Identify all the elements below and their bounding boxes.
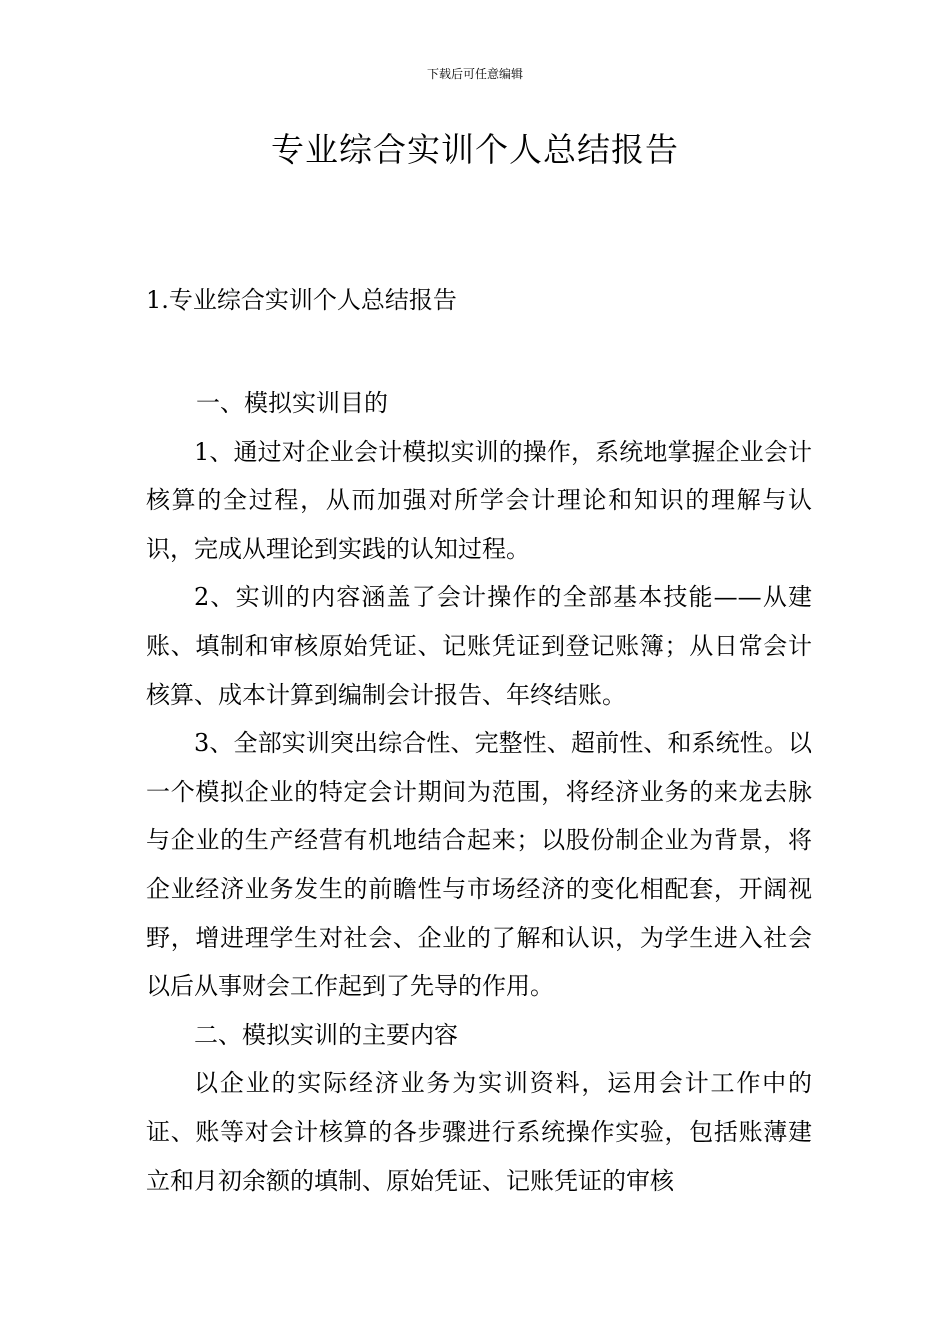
heading-objective: 一、模拟实训目的 <box>196 389 388 417</box>
paragraph-2: 2、实训的内容涵盖了会计操作的全部基本技能——从建账、填制和审核原始凭证、记账凭证到登记账簿；从日常会计核算、成本计算到编制会计报告、年终结账。 <box>146 583 812 709</box>
heading-content: 二、模拟实训的主要内容 <box>194 1020 458 1049</box>
document-body <box>146 379 812 1205</box>
paragraph-1: 1、通过对企业会计模拟实训的操作，系统地掌握企业会计核算的全过程，从而加强对所学会计理论和知识的理解与认识，完成从理论到实践的认知过程。 <box>146 437 812 563</box>
paragraph-4: 以企业的实际经济业务为实训资料，运用会计工作中的证、账等对会计核算的各步骤进行系统操作实验，包括账薄建立和月初余额的填制、原始凭证、记账凭证的审核 <box>146 1069 812 1195</box>
header-note: 下载后可任意编辑 <box>426 67 523 81</box>
document-title: 专业综合实训个人总结报告 <box>271 130 679 169</box>
paragraph-3: 3、全部实训突出综合性、完整性、超前性、和系统性。以一个模拟企业的特定会计期间为范围，将经济业务的来龙去脉与企业的生产经营有机地结合起来；以股份制企业为背景，将企业经济业务发生的前瞻性与市场经济的变化相配套，开阔视野，增进理学生对社会、企业的了解和认识，为学生进入社会以后从事财会工作起到了先导的作用。 <box>146 729 812 1001</box>
section-title: 1.专业综合实训个人总结报告 <box>146 286 457 314</box>
